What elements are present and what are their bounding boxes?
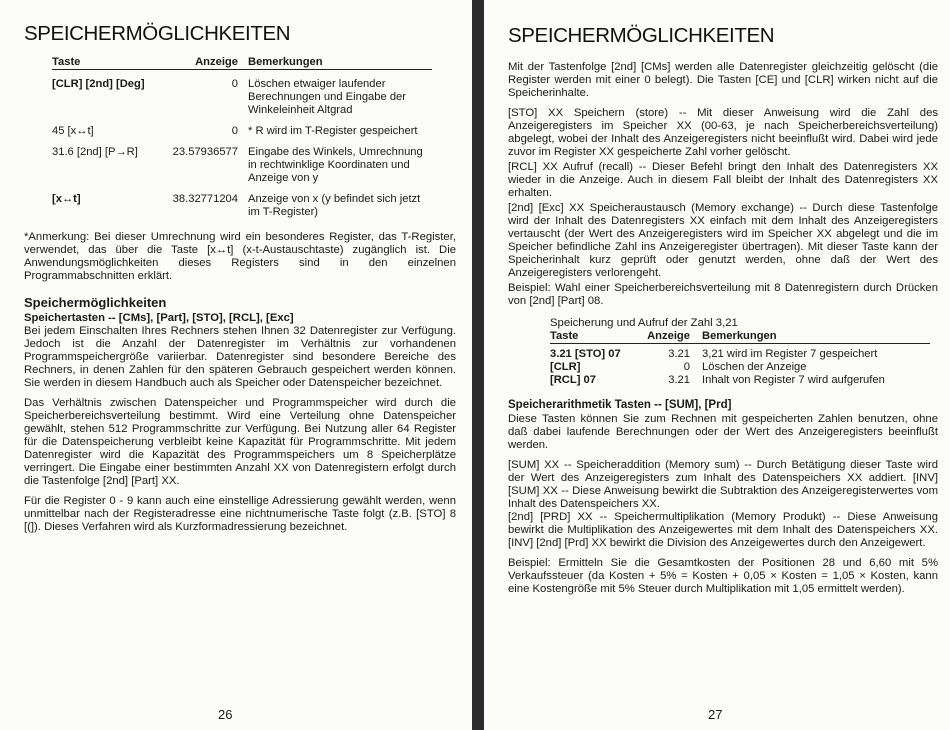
keystroke-table — [52, 56, 432, 219]
table-row — [550, 344, 930, 362]
paragraph: Beispiel: Wahl einer Speicherbereichsverteilung mit 8 Datenregistern durch Drücken von [2nd] [Part] 08. — [508, 282, 938, 307]
cell-remark: * R wird im T-Register gespeichert — [248, 125, 418, 137]
table-row — [52, 138, 432, 185]
section-title: Speicherarithmetik Tasten -- [SUM], [Prd] — [508, 399, 732, 411]
cell-key: [CLR] [2nd] [Deg] — [52, 78, 145, 90]
cell-remark: Löschen etwaiger laufender Berechnungen und Eingabe der Winkeleinheit Altgrad — [248, 78, 406, 116]
column-header-bemerkungen: Bemerkungen — [248, 56, 432, 70]
paragraph: Für die Register 0 - 9 kann auch eine einstellige Adressierung gewählt werden, wenn unmittelbar nach der Registeradresse eine nichtnumerische Taste folgt (z.B. [STO] 8 [(]). Dieses Verfahren wird als Kurzformadressierung bezeichnet. — [24, 495, 456, 533]
cell-display: 3.21 — [668, 374, 690, 386]
column-header-anzeige: Anzeige — [640, 330, 702, 344]
cell-key: [x↔t] — [52, 193, 81, 205]
cell-remark: Löschen der Anzeige — [702, 361, 807, 373]
paragraph: Bei jedem Einschalten Ihres Rechners stehen Ihnen 32 Datenregister zur Verfügung. Jedoch ist die Anzahl der Datenregister im Verhältnis zur vorhandenen Programmspeichergröße variierbar. Datenregister sind besondere Bereiche des Rechners, in denen Zahlen für den späteren Gebrauch gespeichert werden können. Sie werden in diesem Handbuch auch als Speicher oder Datenspeicher bezeichnet. — [24, 325, 456, 389]
cell-display: 0 — [231, 78, 238, 90]
page-number: 26 — [218, 707, 233, 722]
paragraph: Diese Tasten können Sie zum Rechnen mit gespeicherten Zahlen benutzen, ohne daß dabei laufende Berechnungen oder der Wert des Anzeigeregisters beeinflußt werden. — [508, 413, 938, 451]
column-header-taste: Taste — [52, 56, 160, 70]
column-header-taste: Taste — [550, 330, 640, 344]
cell-remark: Inhalt von Register 7 wird aufgerufen — [702, 374, 885, 386]
cell-remark: Anzeige von x (y befindet sich jetzt im T-Register) — [248, 193, 421, 218]
table-row — [52, 70, 432, 118]
right-page — [484, 0, 950, 730]
footnote: *Anmerkung: Bei dieser Umrechnung wird ein besonderes Register, das T-Register, verwendet, das über die Taste [x↔t] (x-t-Austauschtaste) zugänglich ist. Die Anwendungsmöglichkeiten dieses Registers sind in den einzelnen Programmabschnitten erklärt. — [24, 231, 456, 282]
column-header-anzeige: Anzeige — [160, 56, 248, 70]
paragraph: [2nd] [PRD] XX -- Speichermultiplikation (Memory Produkt) -- Diese Anweisung bewirkt die Multiplikation des Anzeigewertes mit dem Inhalt des Datenspeichers XX. [INV] [2nd] [Prd] XX bewirkt die Division des Anzeigewertes durch den Anzeigewert. — [508, 511, 938, 549]
table-caption: Speicherung und Aufruf der Zahl 3,21 — [550, 317, 738, 329]
table-row — [52, 117, 432, 138]
table-header-row — [52, 56, 432, 70]
cell-key: 31.6 [2nd] [P→R] — [52, 146, 138, 158]
cell-display: 0 — [683, 361, 690, 373]
section-title: Speichermöglichkeiten — [24, 295, 167, 310]
paragraph: Beispiel: Ermitteln Sie die Gesamtkosten der Positionen 28 und 6,60 mit 5% Verkaufssteuer (da Kosten + 5% = Kosten + 0,05 × Kosten = 1,05 × Kosten, kann eine Kostengröße mit 5% Steuer durch Multiplikation mit 1,05 ermittelt werden). — [508, 557, 938, 595]
cell-key: 45 [x↔t] — [52, 125, 94, 137]
cell-display: 38.32771204 — [172, 193, 238, 205]
page-title: SPEICHERMÖGLICHKEITEN — [24, 22, 291, 45]
cell-remark: 3,21 wird im Register 7 gespeichert — [702, 348, 878, 360]
table-header-row — [550, 330, 930, 344]
cell-key: [RCL] 07 — [550, 374, 596, 386]
cell-remark: Eingabe des Winkels, Umrechnung in rechtwinklige Koordinaten und Anzeige von y — [248, 146, 423, 184]
cell-key: 3.21 [STO] 07 — [550, 348, 621, 360]
paragraph: [2nd] [Exc] XX Speicheraustausch (Memory exchange) -- Durch diese Tastenfolge wird der Inhalt des Datenregisters XX einfach mit dem Inhalt des Anzeigeregisters vertauscht (der Wert des Anzeigeregisters wird im Speicher XX abgelegt und die im Speicher befindliche Zahl ins Anzeigeregister übertragen). Mit dieser Taste kann der Speicherinhalt kurz geprüft oder genutzt werden, ohne daß der Wert des Anzeigeregisters verlorengeht. — [508, 202, 938, 279]
page-title: SPEICHERMÖGLICHKEITEN — [508, 24, 775, 47]
table-row — [550, 361, 930, 374]
paragraph: [SUM] XX -- Speicheraddition (Memory sum) -- Durch Betätigung dieser Taste wird der Wert des Anzeigeregisters zum Inhalt des Datenspeichers XX addiert. [INV] [SUM] XX -- Diese Anweisung bewirkt die Subtraktion des Anzeigeregisterwertes vom Inhalt des Datenspeichers XX. — [508, 459, 938, 510]
example-table — [550, 330, 930, 387]
cell-key: [CLR] — [550, 361, 581, 373]
book-gutter — [472, 0, 484, 730]
paragraph: Das Verhältnis zwischen Datenspeicher und Programmspeicher wird durch die Speicherbereichsverteilung bestimmt. Wird eine Verteilung ohne Datenspeicher gewählt, stehen 512 Programmschritte zur Verfügung. Bei Nutzung aller 64 Register für die Datenspeicherung verbleibt keine Kapazität für Programmschritte. Mit jedem Datenregister wird die Kapazität des Programmspeichers um 8 Speicherplätze verringert. Die Eingabe einer bestimmten Anzahl XX von Datenregistern erfolgt durch die Tastenfolge [2nd] [Part] XX. — [24, 397, 456, 487]
cell-display: 23.57936577 — [172, 146, 238, 158]
paragraph: [STO] XX Speichern (store) -- Mit dieser Anweisung wird die Zahl des Anzeigeregisters im Speicher XX (00-63, je nach Speicherbereichsverteilung) abgelegt, wobei der Inhalt des Anzeigeregisters nicht beeinflußt wird. Dabei wird jede zuvor im Register XX gespeicherte Zahl vorher gelöscht. — [508, 107, 938, 158]
left-page — [0, 0, 472, 730]
paragraph: Mit der Tastenfolge [2nd] [CMs] werden alle Datenregister gleichzeitig gelöscht (die Register werden mit einer 0 belegt). Die Tasten [CE] und [CLR] wirken nicht auf die Speicherinhalte. — [508, 61, 938, 99]
cell-display: 0 — [231, 125, 238, 137]
subsection-heading: Speichertasten -- [CMs], [Part], [STO], [RCL], [Exc] — [24, 312, 294, 324]
table-row — [52, 185, 432, 219]
column-header-bemerkungen: Bemerkungen — [702, 330, 930, 344]
table-row — [550, 374, 930, 387]
page-number: 27 — [708, 707, 723, 722]
paragraph: [RCL] XX Aufruf (recall) -- Dieser Befehl bringt den Inhalt des Datenregisters XX wieder in die Anzeige. Auch in diesem Fall bleibt der Inhalt des Datenregisters XX erhalten. — [508, 161, 938, 199]
cell-display: 3.21 — [668, 348, 690, 360]
example-table-block — [550, 317, 940, 387]
